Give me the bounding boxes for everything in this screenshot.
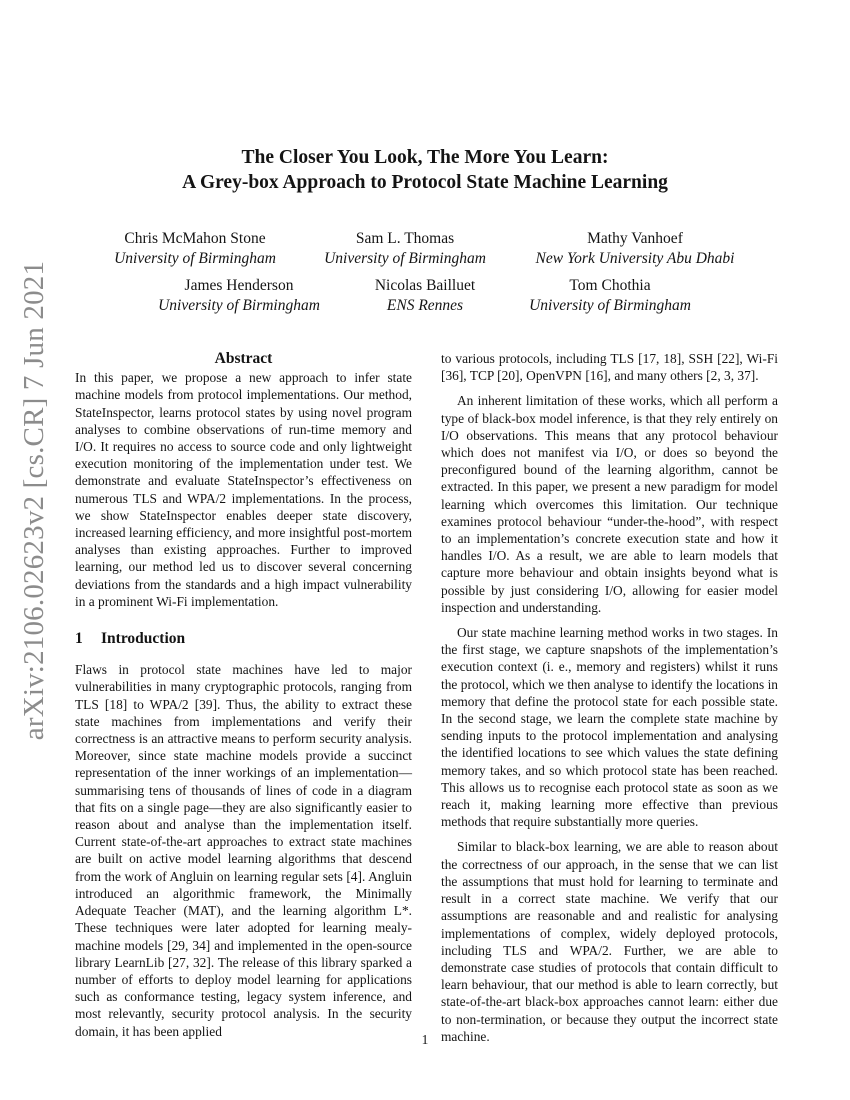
author-name: Nicolas Bailluet (374, 277, 476, 294)
abstract-heading: Abstract (214, 350, 273, 367)
arxiv-id: arXiv:2106.02623v2 [cs.CR] 7 Jun 2021 (18, 260, 51, 740)
author-block (505, 229, 765, 269)
author-affiliation: New York University Abu Dhabi (535, 250, 735, 267)
abstract-text: In this paper, we propose a new approach to infer state machine models from protocol implementations. Our method, StateInspector, learns protocol states by using novel program analyses to combine observations of run-time memory and I/O. It requires no access to source code and only lightweight execution monitoring of the implementation under test. We demonstrate and evaluate StateInspector’s effectiveness on numerous TLS and WPA/2 implementations. In the process, we show StateInspector enables deeper state discovery, increased learning efficiency, and more insightful post-mortem analyses than existing approaches. Further to improved learning, our method led us to discover several concerning deviations from the standards and a high impact vulnerability in a prominent Wi-Fi implementation. (75, 370, 412, 609)
author-name: Sam L. Thomas (355, 230, 455, 247)
intro-continuation: to various protocols, including TLS [17, 18], SSH [22], Wi-Fi [36], TCP [20], OpenVPN [16], and many others [2, 3, 37]. (441, 351, 778, 384)
author-block (275, 229, 535, 269)
section-heading (75, 630, 412, 647)
intro-paragraph-1: Flaws in protocol state machines have led to major vulnerabilities in many cryptographic protocols, ranging from TLS [18] to WPA/2 [39]. Thus, the ability to extract these state machines from implementations and verify their correctness is an attractive means to perform security analysis. Moreover, since state machine models provide a succinct representation of the inner workings of an implementation—summarising tens of thousands of lines of code in a diagram that fits on a single page—they are also significantly easier to reason about and analyse than the implementation itself. Current state-of-the-art approaches to extract state machines are built on active model learning algorithms that descend from the work of Angluin on learning regular sets [4]. Angluin introduced an algorithmic framework, the Minimally Adequate Teacher (MAT), and the learning algorithm L*. These techniques were later adopted for learning mealy-machine models [29, 34] and implemented in the open-source library LearnLib [27, 32]. The release of this library sparked a number of efforts to deploy model learning for applications such as conformance testing, legacy system inference, and most relevantly, security protocol analysis. In the security domain, it has been applied (75, 662, 412, 1039)
author-affiliation: University of Birmingham (158, 297, 320, 314)
intro-paragraph-4: Similar to black-box learning, we are able to reason about the correctness of our approach, in the sense that we can list the assumptions that must hold for learning to terminate and result in a correct state machine. We verify that our assumptions are reasonable and and realistic for analysing implementations of complex, widely deployed protocols, including TLS and WPA/2. Further, we are able to demonstrate case studies of protocols that contain difficult to learn behaviour, that our method is able to learn correctly, but state-of-the-art black-box approaches cannot learn: either due to non-termination, or because they output the incorrect state machine. (441, 839, 778, 1044)
intro-paragraph-3: Our state machine learning method works in two stages. In the first stage, we capture snapshots of the implementation’s execution context (i. e., memory and registers) whilst it runs the protocol, which we then analyse to identify the locations in memory that define the protocol state for each possible state. In the second stage, we learn the complete state machine by sending inputs to the protocol implementation and analysing the identified locations to see which values the state defining memory takes, and so which protocol state has been reached. This allows us to recognise each protocol state as soon as we reach it, making learning more effective than previous methods that require substantially more queries. (441, 625, 778, 830)
author-affiliation: University of Birmingham (529, 297, 691, 314)
author-affiliation: University of Birmingham (324, 250, 486, 267)
author-name: Mathy Vanhoef (587, 230, 683, 247)
left-column (75, 350, 412, 1048)
right-column (441, 350, 778, 1053)
author-block (480, 276, 740, 316)
section-title: Introduction (101, 630, 186, 648)
intro-paragraph-2: An inherent limitation of these works, which all perform a type of black-box model inference, is that they rely entirely on I/O observations. This means that any protocol behaviour which does not manifest via I/O, or does so beyond the preconfigured bound of the learning algorithm, cannot be extracted. In this paper, we present a new paradigm for model learning which overcomes this limitation. Our technique examines protocol behaviour “under-the-hood”, with respect to an implementation’s concrete execution state and how it handles I/O. As a result, we are able to learn models that capture more behaviour and obtain insights beyond what is possible by just considering I/O, allowing for easier model inspection and understanding. (441, 393, 778, 615)
paper-title (0, 145, 850, 195)
author-name: James Henderson (184, 277, 294, 294)
author-name: Chris McMahon Stone (124, 230, 266, 247)
section-number: 1 (75, 630, 83, 648)
author-name: Tom Chothia (569, 277, 651, 294)
title-line-1: The Closer You Look, The More You Learn: (241, 147, 609, 168)
title-line-2: A Grey-box Approach to Protocol State Machine Learning (182, 172, 668, 193)
arxiv-watermark (10, 260, 60, 740)
page-number: 1 (421, 1032, 429, 1047)
author-affiliation: University of Birmingham (114, 250, 276, 267)
author-affiliation: ENS Rennes (386, 297, 464, 314)
